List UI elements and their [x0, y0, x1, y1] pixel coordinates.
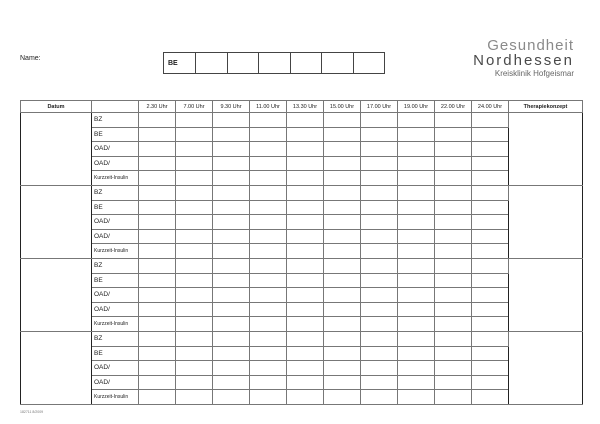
- value-cell[interactable]: [472, 142, 509, 157]
- table-row: [21, 361, 583, 376]
- value-cell[interactable]: [435, 244, 472, 259]
- value-cell[interactable]: [361, 142, 398, 157]
- value-cell[interactable]: [213, 113, 250, 128]
- value-cell[interactable]: [213, 361, 250, 376]
- value-cell[interactable]: [139, 171, 176, 186]
- table-row: [21, 156, 583, 171]
- value-cell[interactable]: [139, 113, 176, 128]
- value-cell[interactable]: [435, 317, 472, 332]
- value-cell[interactable]: [176, 273, 213, 288]
- value-cell[interactable]: [176, 331, 213, 346]
- day-block: [21, 185, 583, 258]
- datum-cell[interactable]: [21, 185, 92, 258]
- value-cell[interactable]: [472, 258, 509, 273]
- value-cell[interactable]: [213, 390, 250, 405]
- value-cell[interactable]: [176, 317, 213, 332]
- table-row: [21, 273, 583, 288]
- table-row: [21, 113, 583, 128]
- value-cell[interactable]: [435, 200, 472, 215]
- row-label: OAD/: [92, 361, 139, 376]
- be-cell[interactable]: [227, 53, 259, 74]
- value-cell[interactable]: [176, 258, 213, 273]
- value-cell[interactable]: [176, 375, 213, 390]
- value-cell[interactable]: [472, 185, 509, 200]
- value-cell[interactable]: [139, 346, 176, 361]
- value-cell[interactable]: [139, 142, 176, 157]
- value-cell[interactable]: [398, 185, 435, 200]
- value-cell[interactable]: [250, 156, 287, 171]
- value-cell[interactable]: [176, 200, 213, 215]
- value-cell[interactable]: [324, 127, 361, 142]
- value-cell[interactable]: [398, 142, 435, 157]
- value-cell[interactable]: [287, 229, 324, 244]
- value-cell[interactable]: [176, 185, 213, 200]
- table-row: [21, 331, 583, 346]
- value-cell[interactable]: [361, 288, 398, 303]
- value-cell[interactable]: [398, 302, 435, 317]
- value-cell[interactable]: [139, 302, 176, 317]
- value-cell[interactable]: [176, 361, 213, 376]
- value-cell[interactable]: [250, 302, 287, 317]
- value-cell[interactable]: [472, 361, 509, 376]
- table-row: [21, 317, 583, 332]
- value-cell[interactable]: [324, 375, 361, 390]
- therapy-cell[interactable]: [509, 331, 583, 404]
- table-row: [21, 390, 583, 405]
- value-cell[interactable]: [472, 200, 509, 215]
- value-cell[interactable]: [287, 215, 324, 230]
- row-label: Kurzzeit-Insulin: [92, 390, 139, 405]
- value-cell[interactable]: [139, 185, 176, 200]
- value-cell[interactable]: [324, 229, 361, 244]
- table-header-row: [21, 101, 583, 113]
- value-cell[interactable]: [139, 215, 176, 230]
- value-cell[interactable]: [361, 185, 398, 200]
- row-label: BE: [92, 127, 139, 142]
- value-cell[interactable]: [361, 375, 398, 390]
- value-cell[interactable]: [287, 142, 324, 157]
- value-cell[interactable]: [435, 331, 472, 346]
- row-label: BE: [92, 200, 139, 215]
- value-cell[interactable]: [472, 244, 509, 259]
- value-cell[interactable]: [287, 390, 324, 405]
- value-cell[interactable]: [361, 390, 398, 405]
- value-cell[interactable]: [176, 142, 213, 157]
- value-cell[interactable]: [472, 127, 509, 142]
- value-cell[interactable]: [472, 156, 509, 171]
- value-cell[interactable]: [213, 156, 250, 171]
- value-cell[interactable]: [176, 171, 213, 186]
- value-cell[interactable]: [398, 171, 435, 186]
- time-header: 9.30 Uhr: [213, 101, 250, 113]
- value-cell[interactable]: [213, 302, 250, 317]
- value-cell[interactable]: [139, 361, 176, 376]
- value-cell[interactable]: [250, 185, 287, 200]
- day-block: [21, 113, 583, 186]
- value-cell[interactable]: [287, 127, 324, 142]
- value-cell[interactable]: [324, 185, 361, 200]
- value-cell[interactable]: [213, 317, 250, 332]
- value-cell[interactable]: [213, 127, 250, 142]
- day-block: [21, 331, 583, 404]
- be-cell[interactable]: [290, 53, 322, 74]
- value-cell[interactable]: [139, 390, 176, 405]
- value-cell[interactable]: [398, 375, 435, 390]
- value-cell[interactable]: [213, 375, 250, 390]
- therapy-cell[interactable]: [509, 258, 583, 331]
- table-row: [21, 142, 583, 157]
- value-cell[interactable]: [250, 127, 287, 142]
- value-cell[interactable]: [472, 375, 509, 390]
- value-cell[interactable]: [139, 317, 176, 332]
- row-label: OAD/: [92, 375, 139, 390]
- value-cell[interactable]: [213, 244, 250, 259]
- value-cell[interactable]: [435, 361, 472, 376]
- table-row: [21, 288, 583, 303]
- row-label: BZ: [92, 185, 139, 200]
- value-cell[interactable]: [435, 288, 472, 303]
- row-label: BZ: [92, 331, 139, 346]
- be-cell[interactable]: [322, 53, 354, 74]
- table-row: [21, 346, 583, 361]
- time-header: 11.00 Uhr: [250, 101, 287, 113]
- datum-cell[interactable]: [21, 331, 92, 404]
- value-cell[interactable]: [435, 258, 472, 273]
- table-row: [21, 127, 583, 142]
- value-cell[interactable]: [176, 113, 213, 128]
- value-cell[interactable]: [324, 258, 361, 273]
- value-cell[interactable]: [250, 346, 287, 361]
- be-cell[interactable]: [259, 53, 291, 74]
- be-cell[interactable]: [196, 53, 228, 74]
- value-cell[interactable]: [361, 258, 398, 273]
- time-header: 13.30 Uhr: [287, 101, 324, 113]
- value-cell[interactable]: [398, 390, 435, 405]
- value-cell[interactable]: [139, 200, 176, 215]
- value-cell[interactable]: [139, 229, 176, 244]
- value-cell[interactable]: [139, 273, 176, 288]
- value-cell[interactable]: [435, 142, 472, 157]
- time-header: 19.00 Uhr: [398, 101, 435, 113]
- value-cell[interactable]: [287, 185, 324, 200]
- value-cell[interactable]: [213, 331, 250, 346]
- row-label: Kurzzeit-Insulin: [92, 244, 139, 259]
- value-cell[interactable]: [139, 288, 176, 303]
- value-cell[interactable]: [361, 200, 398, 215]
- value-cell[interactable]: [361, 346, 398, 361]
- value-cell[interactable]: [250, 258, 287, 273]
- logo-line-1: Gesundheit: [487, 37, 574, 54]
- type-header: [92, 101, 139, 113]
- value-cell[interactable]: [361, 215, 398, 230]
- value-cell[interactable]: [472, 288, 509, 303]
- value-cell[interactable]: [287, 200, 324, 215]
- row-label: BZ: [92, 113, 139, 128]
- logo-line-2: Nordhessen: [473, 52, 574, 69]
- value-cell[interactable]: [213, 273, 250, 288]
- value-cell[interactable]: [250, 361, 287, 376]
- value-cell[interactable]: [361, 171, 398, 186]
- value-cell[interactable]: [398, 200, 435, 215]
- table-row: [21, 244, 583, 259]
- value-cell[interactable]: [435, 273, 472, 288]
- value-cell[interactable]: [287, 244, 324, 259]
- value-cell[interactable]: [435, 346, 472, 361]
- value-cell[interactable]: [250, 215, 287, 230]
- value-cell[interactable]: [213, 229, 250, 244]
- value-cell[interactable]: [139, 156, 176, 171]
- value-cell[interactable]: [472, 171, 509, 186]
- value-cell[interactable]: [472, 390, 509, 405]
- row-label: BE: [92, 346, 139, 361]
- value-cell[interactable]: [250, 200, 287, 215]
- value-cell[interactable]: [398, 331, 435, 346]
- value-cell[interactable]: [250, 113, 287, 128]
- value-cell[interactable]: [398, 258, 435, 273]
- value-cell[interactable]: [324, 113, 361, 128]
- value-cell[interactable]: [361, 331, 398, 346]
- table-row: [21, 171, 583, 186]
- table-row: [21, 302, 583, 317]
- time-header: 22.00 Uhr: [435, 101, 472, 113]
- row-label: OAD/: [92, 156, 139, 171]
- row-label: OAD/: [92, 229, 139, 244]
- value-cell[interactable]: [324, 331, 361, 346]
- value-cell[interactable]: [287, 156, 324, 171]
- value-cell[interactable]: [324, 288, 361, 303]
- value-cell[interactable]: [472, 331, 509, 346]
- value-cell[interactable]: [398, 127, 435, 142]
- value-cell[interactable]: [250, 288, 287, 303]
- value-cell[interactable]: [213, 215, 250, 230]
- datum-header: Datum: [21, 101, 92, 113]
- form-number: 182711 8/2009: [20, 410, 44, 414]
- value-cell[interactable]: [287, 288, 324, 303]
- therapy-header: Therapiekonzept: [509, 101, 583, 113]
- value-cell[interactable]: [472, 317, 509, 332]
- value-cell[interactable]: [361, 361, 398, 376]
- value-cell[interactable]: [176, 215, 213, 230]
- value-cell[interactable]: [472, 229, 509, 244]
- value-cell[interactable]: [213, 258, 250, 273]
- value-cell[interactable]: [287, 317, 324, 332]
- value-cell[interactable]: [176, 390, 213, 405]
- value-cell[interactable]: [361, 113, 398, 128]
- row-label: OAD/: [92, 302, 139, 317]
- value-cell[interactable]: [435, 127, 472, 142]
- value-cell[interactable]: [435, 156, 472, 171]
- value-cell[interactable]: [472, 346, 509, 361]
- value-cell[interactable]: [435, 171, 472, 186]
- value-cell[interactable]: [361, 273, 398, 288]
- table-row: [21, 229, 583, 244]
- value-cell[interactable]: [398, 229, 435, 244]
- name-label: Name:: [20, 55, 41, 62]
- value-cell[interactable]: [324, 142, 361, 157]
- value-cell[interactable]: [324, 346, 361, 361]
- value-cell[interactable]: [472, 215, 509, 230]
- value-cell[interactable]: [287, 273, 324, 288]
- value-cell[interactable]: [139, 258, 176, 273]
- value-cell[interactable]: [287, 361, 324, 376]
- value-cell[interactable]: [398, 113, 435, 128]
- value-cell[interactable]: [213, 288, 250, 303]
- value-cell[interactable]: [361, 244, 398, 259]
- value-cell[interactable]: [435, 215, 472, 230]
- value-cell[interactable]: [398, 273, 435, 288]
- value-cell[interactable]: [176, 346, 213, 361]
- value-cell[interactable]: [287, 331, 324, 346]
- be-cell[interactable]: [353, 53, 385, 74]
- value-cell[interactable]: [250, 142, 287, 157]
- table-row: [21, 258, 583, 273]
- value-cell[interactable]: [435, 229, 472, 244]
- value-cell[interactable]: [324, 317, 361, 332]
- value-cell[interactable]: [287, 258, 324, 273]
- time-header: 15.00 Uhr: [324, 101, 361, 113]
- value-cell[interactable]: [361, 317, 398, 332]
- therapy-cell[interactable]: [509, 185, 583, 258]
- value-cell[interactable]: [398, 346, 435, 361]
- datum-cell[interactable]: [21, 113, 92, 186]
- value-cell[interactable]: [250, 171, 287, 186]
- value-cell[interactable]: [139, 244, 176, 259]
- value-cell[interactable]: [250, 244, 287, 259]
- value-cell[interactable]: [324, 273, 361, 288]
- be-box-row: [164, 53, 385, 74]
- value-cell[interactable]: [250, 317, 287, 332]
- value-cell[interactable]: [176, 244, 213, 259]
- table-row: [21, 215, 583, 230]
- value-cell[interactable]: [213, 200, 250, 215]
- glucose-table: [20, 100, 583, 405]
- value-cell[interactable]: [398, 215, 435, 230]
- value-cell[interactable]: [176, 288, 213, 303]
- therapy-cell[interactable]: [509, 113, 583, 186]
- table-row: [21, 200, 583, 215]
- row-label: OAD/: [92, 142, 139, 157]
- row-label: BZ: [92, 258, 139, 273]
- value-cell[interactable]: [472, 113, 509, 128]
- value-cell[interactable]: [324, 390, 361, 405]
- value-cell[interactable]: [398, 361, 435, 376]
- day-block: [21, 258, 583, 331]
- value-cell[interactable]: [176, 156, 213, 171]
- row-label: Kurzzeit-Insulin: [92, 317, 139, 332]
- value-cell[interactable]: [324, 215, 361, 230]
- value-cell[interactable]: [287, 302, 324, 317]
- logo-line-3: Kreisklinik Hofgeismar: [494, 69, 574, 78]
- value-cell[interactable]: [324, 156, 361, 171]
- clinic-logo: [473, 38, 574, 79]
- time-header: 17.00 Uhr: [361, 101, 398, 113]
- value-cell[interactable]: [472, 273, 509, 288]
- row-label: OAD/: [92, 215, 139, 230]
- time-header: 2.30 Uhr: [139, 101, 176, 113]
- value-cell[interactable]: [250, 390, 287, 405]
- value-cell[interactable]: [361, 302, 398, 317]
- value-cell[interactable]: [176, 127, 213, 142]
- value-cell[interactable]: [213, 142, 250, 157]
- be-label: BE: [164, 53, 196, 74]
- value-cell[interactable]: [139, 127, 176, 142]
- datum-cell[interactable]: [21, 258, 92, 331]
- value-cell[interactable]: [472, 302, 509, 317]
- value-cell[interactable]: [435, 113, 472, 128]
- value-cell[interactable]: [213, 185, 250, 200]
- value-cell[interactable]: [213, 346, 250, 361]
- value-cell[interactable]: [435, 302, 472, 317]
- value-cell[interactable]: [250, 273, 287, 288]
- value-cell[interactable]: [398, 244, 435, 259]
- value-cell[interactable]: [250, 375, 287, 390]
- value-cell[interactable]: [139, 331, 176, 346]
- value-cell[interactable]: [324, 361, 361, 376]
- value-cell[interactable]: [435, 185, 472, 200]
- value-cell[interactable]: [398, 156, 435, 171]
- row-label: OAD/: [92, 288, 139, 303]
- value-cell[interactable]: [361, 229, 398, 244]
- value-cell[interactable]: [398, 317, 435, 332]
- value-cell[interactable]: [361, 127, 398, 142]
- value-cell[interactable]: [324, 302, 361, 317]
- value-cell[interactable]: [176, 302, 213, 317]
- row-label: BE: [92, 273, 139, 288]
- value-cell[interactable]: [324, 200, 361, 215]
- value-cell[interactable]: [176, 229, 213, 244]
- value-cell[interactable]: [213, 171, 250, 186]
- row-label: Kurzzeit-Insulin: [92, 171, 139, 186]
- value-cell[interactable]: [435, 375, 472, 390]
- value-cell[interactable]: [435, 390, 472, 405]
- value-cell[interactable]: [287, 375, 324, 390]
- value-cell[interactable]: [287, 113, 324, 128]
- value-cell[interactable]: [324, 244, 361, 259]
- be-box: [163, 52, 385, 74]
- value-cell[interactable]: [287, 171, 324, 186]
- value-cell[interactable]: [250, 331, 287, 346]
- table-row: [21, 375, 583, 390]
- table-row: [21, 185, 583, 200]
- value-cell[interactable]: [361, 156, 398, 171]
- time-header: 7.00 Uhr: [176, 101, 213, 113]
- value-cell[interactable]: [287, 346, 324, 361]
- value-cell[interactable]: [139, 375, 176, 390]
- value-cell[interactable]: [250, 229, 287, 244]
- time-header: 24.00 Uhr: [472, 101, 509, 113]
- value-cell[interactable]: [324, 171, 361, 186]
- value-cell[interactable]: [398, 288, 435, 303]
